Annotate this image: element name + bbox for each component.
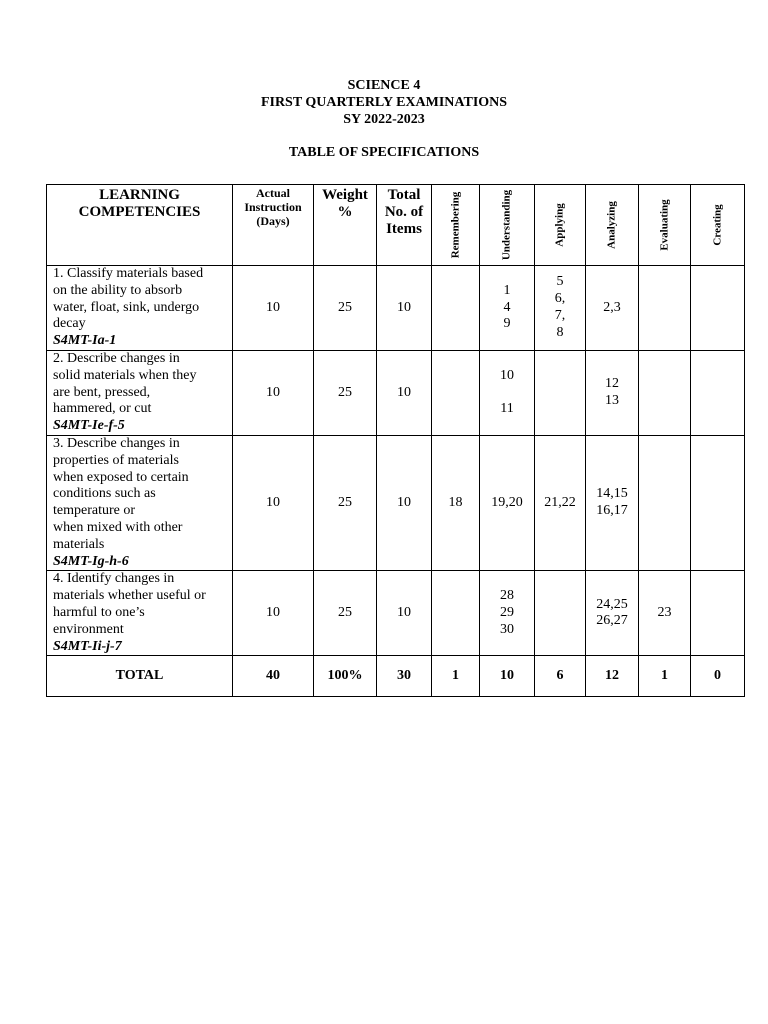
table-row — [47, 435, 745, 570]
header-items-line: Items — [386, 221, 422, 237]
item-number: 19,20 — [491, 494, 523, 510]
competency-cell — [47, 571, 233, 656]
competency-line: when exposed to certain — [53, 469, 189, 485]
creating-cell — [691, 435, 745, 570]
item-number: 4 — [503, 299, 511, 315]
item-number: 13 — [605, 392, 619, 408]
item-number: 24,25 — [596, 596, 628, 612]
item-number: 7, — [554, 307, 566, 323]
understanding-cell — [480, 350, 535, 435]
header-understanding-label: Understanding — [500, 189, 513, 261]
header-creating-label: Creating — [711, 204, 724, 246]
competency-line: water, float, sink, undergo — [53, 299, 200, 315]
total-applying: 6 — [535, 656, 586, 697]
item-number: 16,17 — [596, 503, 628, 519]
days-cell: 10 — [233, 266, 314, 351]
total-evaluating: 1 — [639, 656, 691, 697]
table-row — [47, 350, 745, 435]
competency-code: S4MT-Ig-h-6 — [53, 553, 129, 569]
header-actual-instruction — [233, 185, 314, 266]
item-number: 30 — [500, 621, 514, 637]
competency-line: properties of materials — [53, 452, 179, 468]
total-items: 30 — [377, 656, 432, 697]
creating-cell — [691, 350, 745, 435]
competency-line: 3. Describe changes in — [53, 435, 180, 451]
applying-cell — [535, 350, 586, 435]
doc-title-subject: SCIENCE 4 — [347, 78, 421, 93]
header-lc-line: COMPETENCIES — [78, 204, 201, 220]
header-items-line: Total — [387, 187, 421, 203]
header-creating — [691, 185, 745, 266]
header-items-line: No. of — [384, 204, 424, 220]
total-label: TOTAL — [47, 656, 233, 697]
total-weight: 100% — [314, 656, 377, 697]
competency-line: are bent, pressed, — [53, 384, 151, 400]
competency-code: S4MT-Ie-f-5 — [53, 418, 125, 434]
specifications-table — [46, 184, 745, 697]
items-cell: 10 — [377, 266, 432, 351]
items-cell: 10 — [377, 350, 432, 435]
understanding-cell — [480, 571, 535, 656]
header-understanding — [480, 185, 535, 266]
item-number: 29 — [500, 604, 514, 620]
competency-line: when mixed with other — [53, 519, 183, 535]
evaluating-cell — [639, 435, 691, 570]
item-number: 11 — [500, 401, 514, 417]
item-number: 5 — [556, 274, 564, 290]
total-understanding: 10 — [480, 656, 535, 697]
item-number: 14,15 — [596, 486, 628, 502]
days-cell: 10 — [233, 571, 314, 656]
competency-cell — [47, 350, 233, 435]
competency-line: temperature or — [53, 503, 136, 519]
competency-line: hammered, or cut — [53, 401, 152, 417]
remembering-cell: 18 — [432, 435, 480, 570]
doc-title-school-year: SY 2022-2023 — [343, 112, 425, 127]
header-weight-line: % — [337, 204, 353, 220]
total-row — [47, 656, 745, 697]
analyzing-cell — [586, 571, 639, 656]
weight-cell: 25 — [314, 571, 377, 656]
competency-line: solid materials when they — [53, 367, 197, 383]
competency-code: S4MT-Ia-1 — [53, 333, 117, 349]
analyzing-cell — [586, 350, 639, 435]
item-number: 21,22 — [544, 494, 576, 510]
header-ai-line: Instruction — [244, 200, 302, 214]
header-total-items — [377, 185, 432, 266]
item-number: 8 — [556, 324, 564, 340]
header-evaluating-label: Evaluating — [658, 199, 671, 251]
item-number: 10 — [500, 367, 514, 383]
header-ai-line: Actual — [256, 186, 290, 200]
item-number: 12 — [605, 376, 619, 392]
competency-line: 4. Identify changes in — [53, 571, 175, 587]
applying-cell — [535, 266, 586, 351]
header-applying-label: Applying — [553, 203, 566, 247]
header-weight — [314, 185, 377, 266]
header-analyzing — [586, 185, 639, 266]
days-cell: 10 — [233, 435, 314, 570]
item-number: 9 — [503, 316, 511, 332]
weight-cell: 25 — [314, 350, 377, 435]
header-remembering-label: Remembering — [449, 191, 462, 259]
competency-line: materials — [53, 536, 105, 552]
analyzing-cell — [586, 435, 639, 570]
competency-line: harmful to one’s — [53, 604, 145, 620]
table-row — [47, 571, 745, 656]
header-applying — [535, 185, 586, 266]
header-ai-line: (Days) — [256, 214, 290, 228]
competency-code: S4MT-Ii-j-7 — [53, 638, 122, 654]
days-cell: 10 — [233, 350, 314, 435]
creating-cell — [691, 571, 745, 656]
analyzing-cell — [586, 266, 639, 351]
total-creating: 0 — [691, 656, 745, 697]
header-learning-competencies — [47, 185, 233, 266]
header-analyzing-label: Analyzing — [605, 201, 618, 249]
remembering-cell — [432, 571, 480, 656]
evaluating-cell — [639, 350, 691, 435]
item-number: 1 — [503, 282, 511, 298]
competency-line: environment — [53, 621, 124, 637]
item-number: 2,3 — [603, 299, 621, 315]
items-cell: 10 — [377, 571, 432, 656]
creating-cell — [691, 266, 745, 351]
competency-line: decay — [53, 316, 86, 332]
evaluating-cell — [639, 266, 691, 351]
remembering-cell — [432, 266, 480, 351]
competency-line: 2. Describe changes in — [53, 350, 180, 366]
table-row — [47, 266, 745, 351]
competency-line: 1. Classify materials based — [53, 266, 204, 281]
header-evaluating — [639, 185, 691, 266]
competency-line: materials whether useful or — [53, 588, 206, 604]
remembering-cell — [432, 350, 480, 435]
total-days: 40 — [233, 656, 314, 697]
items-cell: 10 — [377, 435, 432, 570]
competency-line: conditions such as — [53, 486, 156, 502]
spacer — [480, 385, 534, 402]
competency-cell — [47, 266, 233, 351]
doc-title-exam: FIRST QUARTERLY EXAMINATIONS — [260, 95, 508, 110]
header-weight-line: Weight — [322, 187, 368, 203]
understanding-cell — [480, 435, 535, 570]
item-number: 26,27 — [596, 613, 628, 629]
understanding-cell — [480, 266, 535, 351]
item-number: 28 — [500, 588, 514, 604]
applying-cell — [535, 571, 586, 656]
weight-cell: 25 — [314, 266, 377, 351]
evaluating-cell: 23 — [639, 571, 691, 656]
competency-cell — [47, 435, 233, 570]
header-remembering — [432, 185, 480, 266]
weight-cell: 25 — [314, 435, 377, 570]
item-number: 6, — [554, 291, 566, 307]
competency-line: on the ability to absorb — [53, 282, 183, 298]
header-lc-line: LEARNING — [99, 187, 180, 203]
applying-cell — [535, 435, 586, 570]
table-header-row — [47, 185, 745, 266]
doc-subtitle: TABLE OF SPECIFICATIONS — [288, 145, 480, 160]
total-analyzing: 12 — [586, 656, 639, 697]
total-remembering: 1 — [432, 656, 480, 697]
